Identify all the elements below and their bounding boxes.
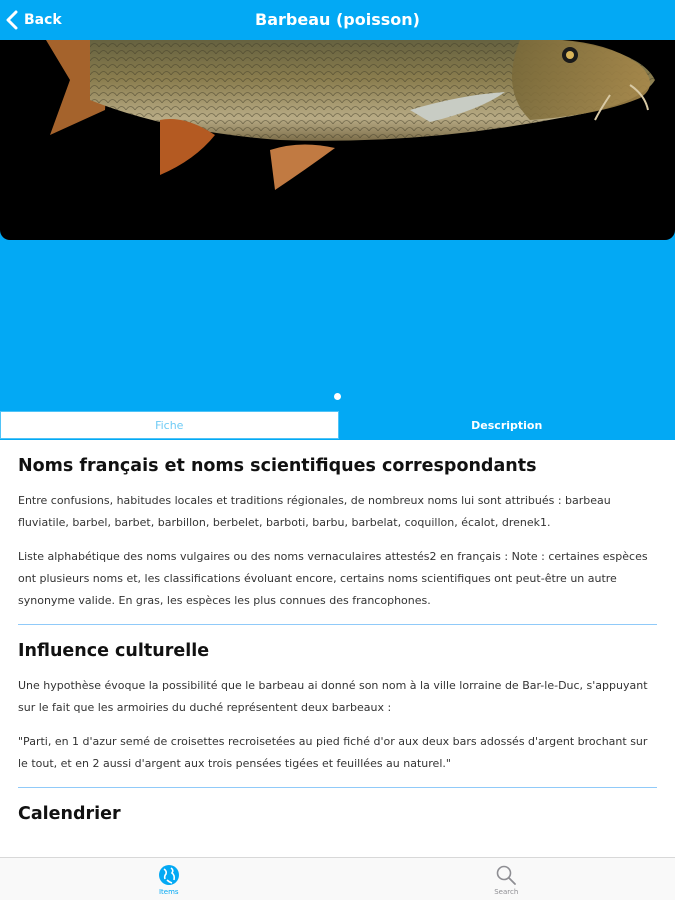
section-calendrier [18,787,657,824]
tab-search-label: Search [494,888,519,896]
page-indicator-dot [334,393,341,400]
segment-description[interactable]: Description [339,411,675,439]
section-title: Influence culturelle [18,641,210,661]
section-paragraph: Entre confusions, habitudes locales et traditions régionales, de nombreux noms lui sont attribués : barbeau fluviatile, barbel, barbet, barbillon, berbelet, barboti, barbu, barbelat, coquillon, écalot, drenek1. [18,494,611,529]
content-scroll[interactable] [0,440,675,857]
tab-search[interactable] [338,858,675,900]
section-paragraph: "Parti, en 1 d'azur semé de croisettes recroisetées au pied fiché d'or aux deux bars adossés d'argent brochant sur le tout, et en 2 aussi d'argent aux trois pensées tigées et feuillées au naturel." [18,735,648,770]
section-paragraph: Une hypothèse évoque la possibilité que le barbeau ai donné son nom à la ville lorraine de Bar-le-Duc, s'appuyant sur le fait que les armoiries du duché représentent deux barbeaux : [18,679,648,714]
section-title: Noms français et noms scientifiques correspondants [18,456,537,476]
segmented-control [0,411,675,439]
hero-image[interactable] [0,40,675,240]
section-noms [18,440,657,612]
section-paragraph: Liste alphabétique des noms vulgaires ou des noms vernaculaires attestés2 en français : Note : certaines espèces ont plusieurs noms et, les classifications évoluant encore, certains noms scientifiques ont peut-être un autre synonyme valide. En gras, les espèces les plus connues des francophones. [18,550,648,607]
segment-fiche[interactable]: Fiche [0,411,339,439]
section-title: Calendrier [18,804,121,824]
tab-bar [0,857,675,900]
page-title: Barbeau (poisson) [255,10,420,29]
tab-items[interactable] [0,858,338,900]
section-influence [18,624,657,775]
globe-icon [158,864,180,886]
nav-bar [0,0,675,40]
search-icon [495,864,517,886]
fish-photo [0,40,675,240]
header-area [0,0,675,440]
tab-items-label: Items [158,888,179,896]
back-label: Back [24,12,62,28]
